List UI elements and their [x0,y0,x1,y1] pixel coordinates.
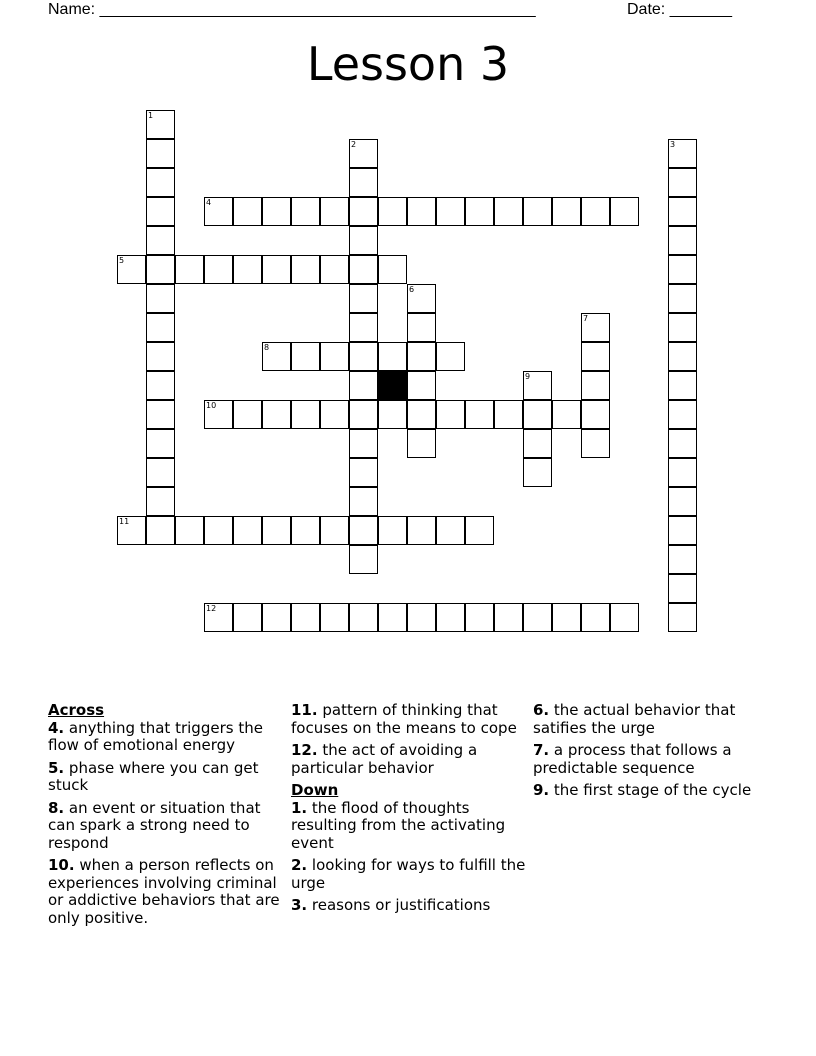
answer-cell[interactable] [407,313,436,342]
clue-number-label: 10 [206,401,217,410]
answer-cell[interactable] [668,255,697,284]
answer-cell[interactable] [436,516,465,545]
clue-text: the flood of thoughts resulting from the activating event [291,798,506,852]
answer-cell[interactable] [668,603,697,632]
answer-cell[interactable] [291,342,320,371]
answer-cell[interactable] [233,255,262,284]
answer-cell[interactable] [378,255,407,284]
answer-cell[interactable] [407,342,436,371]
answer-cell[interactable] [175,255,204,284]
answer-cell[interactable] [349,313,378,342]
answer-cell[interactable] [349,429,378,458]
answer-cell[interactable] [581,342,610,371]
answer-cell[interactable] [349,342,378,371]
answer-cell[interactable] [146,429,175,458]
down-clue-7 [533,742,771,777]
answer-cell[interactable] [581,603,610,632]
answer-cell[interactable] [436,197,465,226]
clue-text: looking for ways to fulfill the urge [291,856,526,892]
answer-cell[interactable] [465,197,494,226]
answer-cell[interactable] [349,458,378,487]
answer-cell[interactable] [523,603,552,632]
answer-cell[interactable] [204,197,233,226]
answer-cell[interactable] [349,371,378,400]
answer-cell[interactable] [581,197,610,226]
answer-cell[interactable] [262,400,291,429]
answer-cell[interactable] [523,371,552,400]
black-square [378,371,407,400]
answer-cell[interactable] [146,226,175,255]
answer-cell[interactable] [378,603,407,632]
answer-cell[interactable] [581,429,610,458]
clue-text: the act of avoiding a particular behavior [291,741,478,777]
clue-number-label: 4 [206,198,212,207]
answer-cell[interactable] [146,487,175,516]
clue-text: phase where you can get stuck [48,758,259,794]
answer-cell[interactable] [668,574,697,603]
clue-number-label: 8 [264,343,270,352]
answer-cell[interactable] [233,197,262,226]
clue-number: 1. [291,798,308,817]
clue-number: 4. [48,718,65,737]
answer-cell[interactable] [407,400,436,429]
clue-text: an event or situation that can spark a strong need to respond [48,798,261,852]
clues-column-3 [533,702,771,805]
answer-cell[interactable] [291,197,320,226]
across-clue-4 [48,720,286,755]
answer-cell[interactable] [378,400,407,429]
answer-cell[interactable] [349,226,378,255]
name-field-label[interactable]: Name: _________________________________________________ [48,1,536,18]
date-field-label[interactable]: Date: _______ [627,1,732,18]
answer-cell[interactable] [610,197,639,226]
answer-cell[interactable] [494,197,523,226]
answer-cell[interactable] [668,313,697,342]
answer-cell[interactable] [378,342,407,371]
clue-number-label: 3 [670,140,676,149]
answer-cell[interactable] [668,284,697,313]
answer-cell[interactable] [262,197,291,226]
answer-cell[interactable] [291,516,320,545]
clue-number-label: 5 [119,256,125,265]
puzzle-title: Lesson 3 [306,37,510,91]
clue-number: 8. [48,798,65,817]
clue-number: 5. [48,758,65,777]
down-clue-3 [291,897,529,915]
answer-cell[interactable] [465,516,494,545]
answer-cell[interactable] [291,400,320,429]
answer-cell[interactable] [378,197,407,226]
clue-number: 10. [48,856,75,874]
clue-text: pattern of thinking that focuses on the means to cope [291,701,517,737]
answer-cell[interactable] [523,400,552,429]
clue-number-label: 12 [206,604,217,613]
answer-cell[interactable] [494,400,523,429]
clue-text: when a person reflects on experiences involving criminal or addictive behaviors that are only positive. [48,856,280,927]
clue-number: 7. [533,741,550,759]
answer-cell[interactable] [407,429,436,458]
answer-cell[interactable] [581,400,610,429]
answer-cell[interactable] [407,284,436,313]
clue-number-label: 11 [119,517,130,526]
clue-text: reasons or justifications [311,896,491,914]
answer-cell[interactable] [349,197,378,226]
answer-cell[interactable] [146,284,175,313]
answer-cell[interactable] [320,516,349,545]
down-clue-1 [291,800,529,853]
answer-cell[interactable] [552,197,581,226]
answer-cell[interactable] [146,197,175,226]
answer-cell[interactable] [668,516,697,545]
clue-text: the first stage of the cycle [553,781,752,799]
clue-number-label: 7 [583,314,589,323]
answer-cell[interactable] [349,400,378,429]
answer-cell[interactable] [668,487,697,516]
answer-cell[interactable] [407,603,436,632]
answer-cell[interactable] [436,603,465,632]
answer-cell[interactable] [407,516,436,545]
answer-cell[interactable] [320,197,349,226]
answer-cell[interactable] [581,313,610,342]
answer-cell[interactable] [552,400,581,429]
answer-cell[interactable] [349,168,378,197]
clue-number-label: 6 [409,285,415,294]
down-clue-9 [533,782,771,800]
answer-cell[interactable] [204,603,233,632]
answer-cell[interactable] [436,342,465,371]
clue-number-label: 1 [148,111,154,120]
down-heading: Down [291,781,339,799]
answer-cell[interactable] [117,516,146,545]
answer-cell[interactable] [320,255,349,284]
answer-cell[interactable] [262,603,291,632]
across-clue-11 [291,702,529,737]
clue-number: 12. [291,741,318,759]
answer-cell[interactable] [146,255,175,284]
answer-cell[interactable] [262,342,291,371]
across-clue-12 [291,742,529,777]
answer-cell[interactable] [581,371,610,400]
answer-cell[interactable] [407,371,436,400]
answer-cell[interactable] [349,545,378,574]
answer-cell[interactable] [233,400,262,429]
answer-cell[interactable] [320,603,349,632]
clue-text: anything that triggers the flow of emotional energy [48,718,263,754]
clue-text: a process that follows a predictable sequence [533,741,732,777]
answer-cell[interactable] [349,603,378,632]
answer-cell[interactable] [668,429,697,458]
clues-column-1 [48,702,286,932]
answer-cell[interactable] [465,400,494,429]
answer-cell[interactable] [668,139,697,168]
answer-cell[interactable] [668,458,697,487]
down-clue-2 [291,857,529,892]
answer-cell[interactable] [349,516,378,545]
across-heading: Across [48,701,105,719]
answer-cell[interactable] [668,197,697,226]
answer-cell[interactable] [465,603,494,632]
clue-number-label: 9 [525,372,531,381]
answer-cell[interactable] [349,284,378,313]
answer-cell[interactable] [291,255,320,284]
answer-cell[interactable] [668,226,697,255]
clue-number: 6. [533,701,550,719]
answer-cell[interactable] [146,400,175,429]
answer-cell[interactable] [117,255,146,284]
answer-cell[interactable] [436,400,465,429]
clue-number: 2. [291,856,308,874]
answer-cell[interactable] [668,400,697,429]
down-clue-6 [533,702,771,737]
answer-cell[interactable] [320,342,349,371]
clue-number: 3. [291,896,308,914]
answer-cell[interactable] [349,255,378,284]
clue-number: 9. [533,781,550,799]
answer-cell[interactable] [349,139,378,168]
answer-cell[interactable] [146,516,175,545]
answer-cell[interactable] [262,516,291,545]
clues-column-2 [291,702,529,920]
answer-cell[interactable] [349,487,378,516]
answer-cell[interactable] [146,313,175,342]
answer-cell[interactable] [175,516,204,545]
clue-number-label: 2 [351,140,357,149]
answer-cell[interactable] [668,168,697,197]
answer-cell[interactable] [610,603,639,632]
answer-cell[interactable] [233,603,262,632]
answer-cell[interactable] [146,342,175,371]
answer-cell[interactable] [146,458,175,487]
answer-cell[interactable] [320,400,349,429]
answer-cell[interactable] [378,516,407,545]
across-clue-10 [48,857,286,927]
answer-cell[interactable] [204,255,233,284]
answer-cell[interactable] [552,603,581,632]
answer-cell[interactable] [233,516,262,545]
answer-cell[interactable] [262,255,291,284]
answer-cell[interactable] [523,197,552,226]
answer-cell[interactable] [668,342,697,371]
clue-text: the actual behavior that satifies the urge [533,701,736,737]
answer-cell[interactable] [146,168,175,197]
answer-cell[interactable] [494,603,523,632]
answer-cell[interactable] [204,400,233,429]
answer-cell[interactable] [291,603,320,632]
answer-cell[interactable] [204,516,233,545]
answer-cell[interactable] [146,371,175,400]
across-clue-5 [48,760,286,795]
answer-cell[interactable] [668,545,697,574]
answer-cell[interactable] [523,458,552,487]
clue-number: 11. [291,701,318,719]
answer-cell[interactable] [407,197,436,226]
answer-cell[interactable] [146,139,175,168]
answer-cell[interactable] [668,371,697,400]
answer-cell[interactable] [523,429,552,458]
across-clue-8 [48,800,286,853]
answer-cell[interactable] [146,110,175,139]
